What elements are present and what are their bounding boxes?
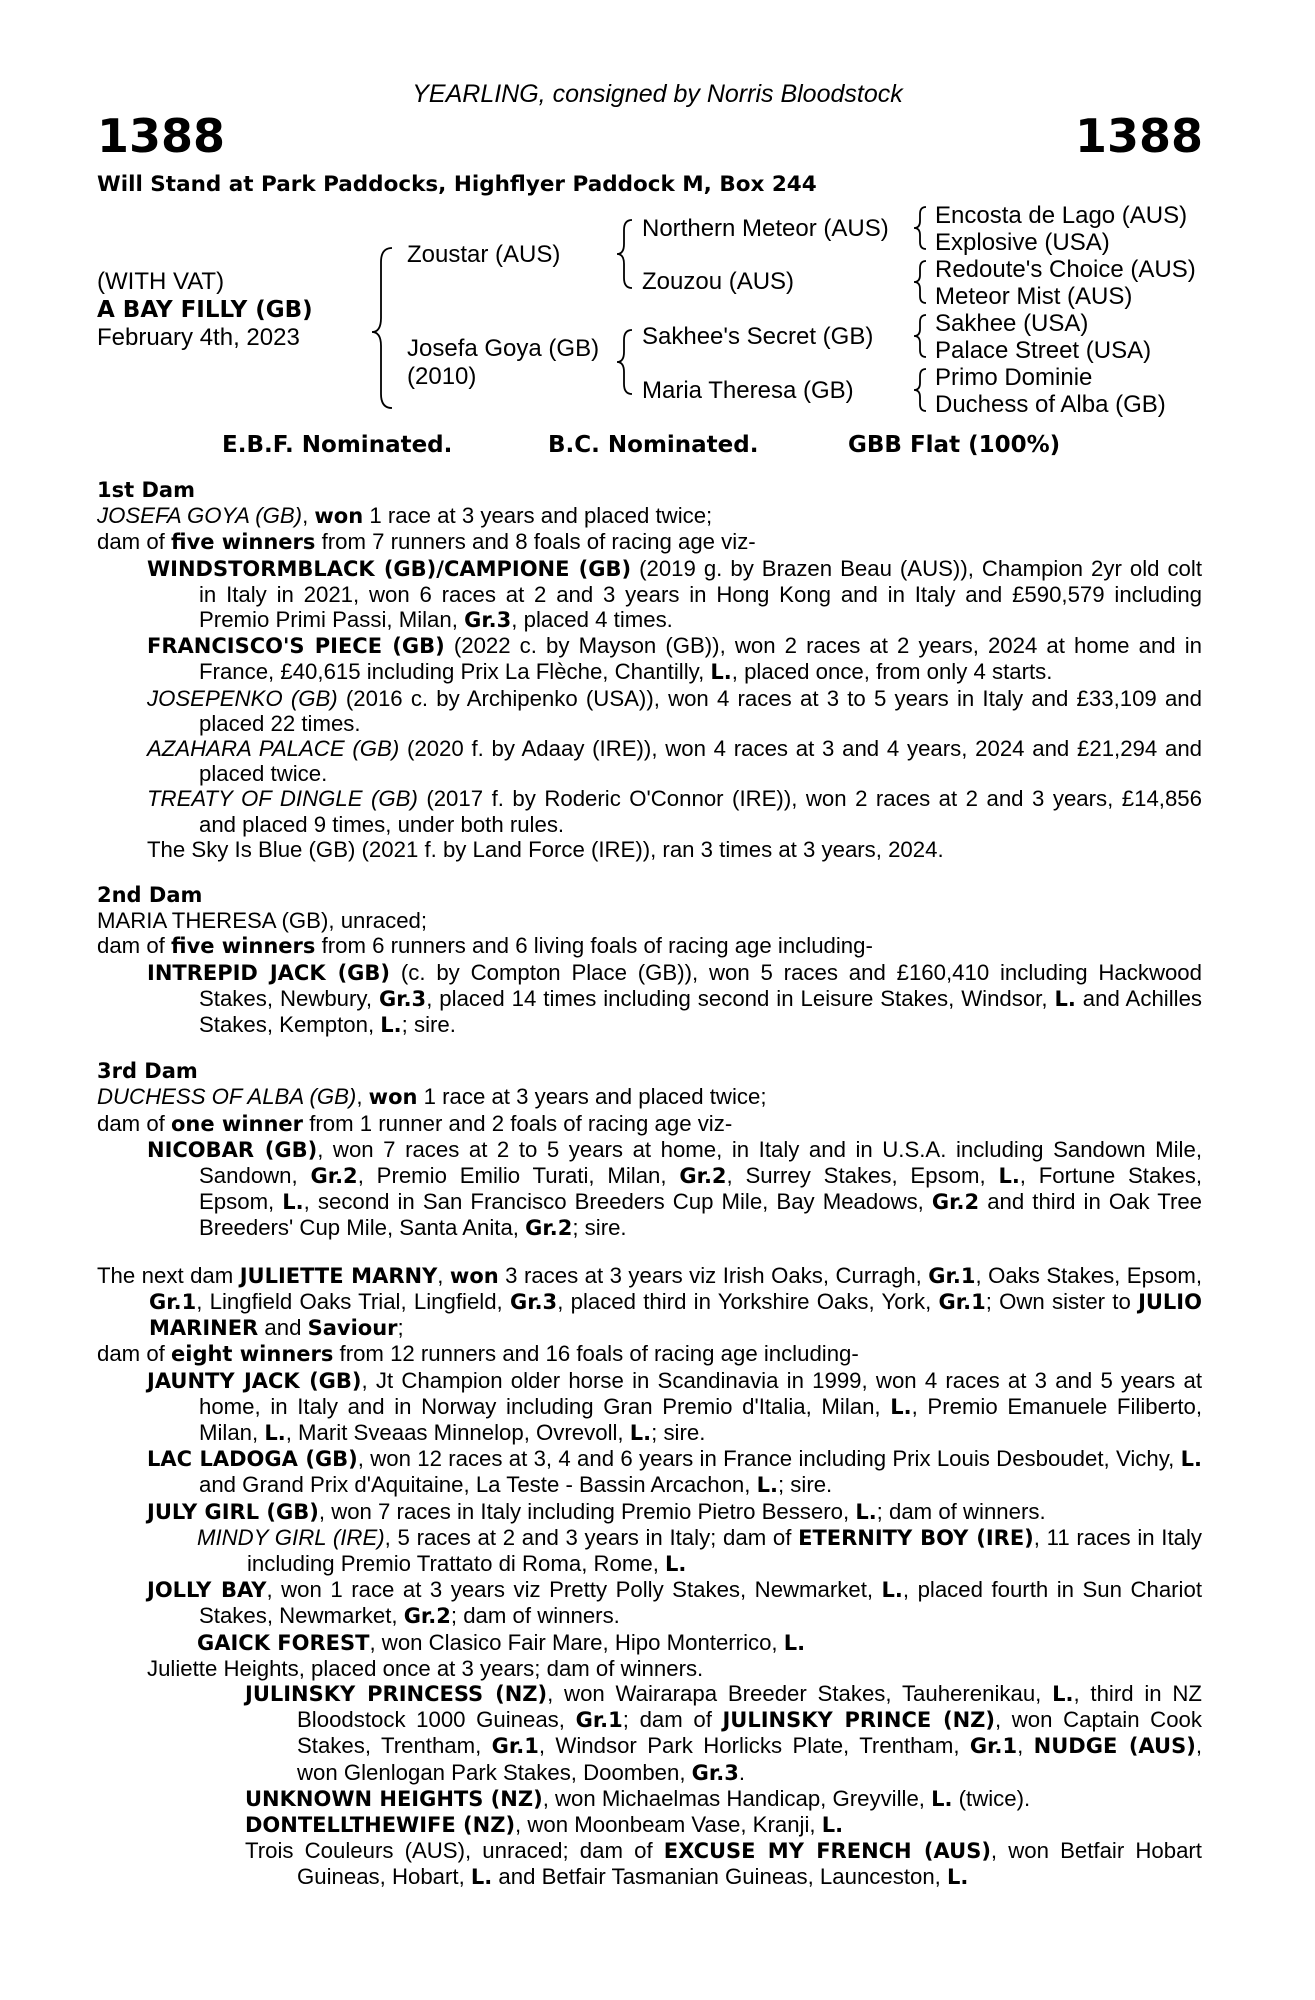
bold-run: one winner: [171, 1111, 304, 1136]
italic-run: TREATY OF DINGLE (GB): [147, 786, 418, 812]
bold-run: L.: [710, 660, 732, 685]
brace-g3-3: [914, 315, 926, 357]
horse-name: A BAY FILLY (GB): [97, 297, 313, 323]
section-heading: 1st Dam: [97, 478, 195, 502]
text-run: ,: [356, 1084, 369, 1110]
text-run: , won Michaelmas Handicap, Greyville,: [542, 1785, 932, 1811]
bold-run: JULIETTE MARNY: [239, 1263, 438, 1288]
text-run: , won Betfair Hobart Guineas, Hobart,: [297, 1838, 1202, 1890]
bold-run: Gr.2: [525, 1216, 573, 1241]
text-run: , Lingfield Oaks Trial, Lingfield,: [196, 1288, 510, 1314]
bold-run: L.: [783, 1630, 806, 1655]
brace-main: [372, 248, 392, 408]
section-heading: 2nd Dam: [97, 883, 203, 908]
pedigree-sire: Zoustar (AUS): [407, 241, 561, 268]
pedigree-entry: [97, 1525, 1202, 1577]
pedigree-entry: [97, 1838, 1202, 1890]
text-run: , 11 races in Italy including Premio Trattato di Roma, Rome,: [247, 1524, 1202, 1576]
pedigree-gen3-5: Sakhee (USA): [935, 310, 1089, 337]
text-run: ,: [302, 503, 315, 529]
text-run: from 7 runners and 8 foals of racing age viz-: [315, 529, 756, 555]
pedigree-gen3-8: Duchess of Alba (GB): [935, 391, 1166, 418]
bold-run: L.: [947, 1865, 969, 1890]
nomination-gbb: GBB Flat (100%): [848, 432, 1061, 458]
pedigree-sire-sire: Northern Meteor (AUS): [642, 215, 889, 242]
pedigree-entry: [97, 1111, 1202, 1137]
pedigree-gen3-4: Meteor Mist (AUS): [935, 283, 1133, 310]
text-run: , Fortune Stakes, Epsom,: [199, 1163, 1203, 1215]
text-run: , won 7 races at 2 to 5 years at home, in Italy and in U.S.A. including Sandown Mile, Sandown,: [199, 1136, 1202, 1189]
bold-run: DONTELLTHEWIFE (NZ): [245, 1812, 516, 1837]
text-run: from 1 runner and 2 foals of racing age viz-: [303, 1110, 733, 1136]
text-run: , third in NZ Bloodstock 1000 Guineas,: [297, 1680, 1202, 1733]
bold-run: Saviour: [307, 1316, 398, 1341]
pedigree-entry: [97, 1499, 1202, 1525]
bold-run: EXCUSE MY FRENCH (AUS): [663, 1839, 991, 1864]
bold-run: Gr.2: [403, 1604, 451, 1629]
text-run: , won 7 races in Italy including Premio Pietro Bessero,: [318, 1498, 856, 1524]
vat-note: (WITH VAT): [97, 268, 225, 295]
brace-g3-4: [914, 369, 926, 411]
pedigree-entry: [97, 837, 1202, 862]
text-run: ; sire.: [651, 1419, 706, 1445]
text-run: (2017 f. by Roderic O'Connor (IRE)), won 2 races at 2 and 3 years, £14,856 and placed 9 times, under both rules.: [199, 786, 1202, 837]
text-run: , won Clasico Fair Mare, Hipo Monterrico,: [369, 1629, 784, 1655]
text-run: , won Captain Cook Stakes, Trentham,: [297, 1707, 1202, 1759]
text-run: , second in San Francisco Breeders Cup Mile, Bay Meadows,: [303, 1189, 932, 1215]
text-run: from 12 runners and 16 foals of racing age including-: [333, 1341, 859, 1367]
bold-run: Gr.3: [464, 608, 512, 633]
bold-run: L.: [855, 1499, 877, 1524]
pedigree-dam-dam: Maria Theresa (GB): [642, 377, 854, 404]
bold-run: Gr.3: [509, 1289, 558, 1314]
bold-run: L.: [629, 1420, 652, 1445]
consignment-line: YEARLING, consigned by Norris Bloodstock: [412, 80, 903, 108]
pedigree-gen3-1: Encosta de Lago (AUS): [935, 202, 1188, 229]
text-run: and Achilles Stakes, Kempton,: [199, 985, 1203, 1038]
horse-foaled: February 4th, 2023: [97, 324, 300, 351]
pedigree-entry: [97, 960, 1202, 1039]
pedigree-entry: [97, 1446, 1202, 1498]
text-run: dam of: [97, 529, 171, 555]
text-run: , Jt Champion older horse in Scandinavia in 1999, won 4 races at 3 and 5 years at home, in Italy and in Norway including Gran Premio d'Italia, Milan,: [199, 1367, 1202, 1419]
catalogue-body: [97, 478, 1202, 1891]
text-run: , Oaks Stakes, Epsom,: [975, 1262, 1202, 1288]
text-run: ; dam of winners.: [450, 1603, 620, 1629]
text-run: , placed 4 times.: [511, 607, 673, 633]
bold-run: won: [314, 504, 364, 529]
text-run: (2022 c. by Mayson (GB)), won 2 races at 2 years, 2024 at home and in France, £40,615 including Prix La Flèche, Chantilly,: [199, 633, 1202, 685]
bold-run: WINDSTORMBLACK (GB)/CAMPIONE (GB): [147, 556, 632, 581]
bold-run: won: [449, 1263, 499, 1288]
bold-run: L.: [1180, 1447, 1202, 1472]
text-run: 3 races at 3 years viz Irish Oaks, Curragh,: [498, 1262, 929, 1288]
text-run: , won 1 race at 3 years viz Pretty Polly Stakes, Newmarket,: [266, 1577, 882, 1603]
bold-run: Gr.1: [928, 1263, 976, 1288]
text-run: dam of: [97, 1341, 171, 1367]
text-run: , won 12 races at 3, 4 and 6 years in France including Prix Louis Desboudet, Vichy,: [357, 1446, 1181, 1472]
text-run: Trois Couleurs (AUS), unraced; dam of: [245, 1838, 664, 1864]
text-run: ; dam of winners.: [876, 1498, 1046, 1524]
bold-run: L.: [470, 1865, 493, 1890]
pedigree-entry: [97, 1137, 1202, 1242]
pedigree-entry: [97, 786, 1202, 836]
lot-number-right: 1388: [1074, 109, 1203, 163]
bold-run: Gr.2: [931, 1190, 980, 1215]
text-run: , Marit Sveaas Minnelop, Ovrevoll,: [285, 1419, 630, 1445]
pedigree-gen3-2: Explosive (USA): [935, 229, 1110, 256]
brace-dam: [617, 330, 632, 394]
pedigree-entry: [97, 686, 1202, 736]
bold-run: eight winners: [171, 1342, 334, 1367]
bold-run: Gr.1: [491, 1734, 539, 1759]
text-run: (2019 g. by Brazen Beau (AUS)), Champion 2yr old colt in Italy in 2021, won 6 races at 2 and 3 years in Hong Kong and in Italy and £590,579 including Premio Primi Passi, Milan,: [199, 555, 1202, 633]
pedigree-entry: [97, 933, 1202, 959]
bold-run: JULY GIRL (GB): [147, 1499, 319, 1524]
pedigree-dam: Josefa Goya (GB): [407, 335, 600, 362]
text-run: , won Moonbeam Vase, Kranji,: [515, 1811, 822, 1837]
nomination-ebf: E.B.F. Nominated.: [222, 432, 453, 458]
text-run: , Windsor Park Horlicks Plate, Trentham,: [538, 1733, 970, 1759]
bold-run: JULINSKY PRINCESS (NZ): [245, 1681, 548, 1706]
text-run: dam of: [97, 1110, 171, 1136]
pedigree-entry: [97, 1681, 1202, 1786]
bold-run: L.: [931, 1786, 953, 1811]
text-run: (2016 c. by Archipenko (USA)), won 4 races at 3 to 5 years in Italy and £33,109 and placed 22 times.: [199, 685, 1202, 736]
text-run: ,: [437, 1262, 450, 1288]
text-run: and Grand Prix d'Aquitaine, La Teste - Bassin Arcachon,: [199, 1472, 757, 1498]
bold-run: L.: [756, 1473, 778, 1498]
bold-run: five winners: [171, 934, 316, 959]
text-run: , won Glenlogan Park Stakes, Doomben,: [297, 1733, 1202, 1785]
pedigree-dam-year: (2010): [407, 363, 477, 390]
pedigree-entry: [97, 529, 1202, 555]
pedigree-entry: [97, 1368, 1202, 1447]
text-run: , 5 races at 2 and 3 years in Italy; dam of: [384, 1524, 799, 1550]
bold-run: L.: [890, 1394, 912, 1419]
text-run: from 6 runners and 6 living foals of racing age including-: [315, 933, 873, 959]
italic-run: MINDY GIRL (IRE): [197, 1524, 385, 1550]
text-run: ; dam of: [622, 1707, 723, 1733]
bold-run: L.: [282, 1190, 304, 1215]
text-run: and Betfair Tasmanian Guineas, Launceston,: [492, 1864, 947, 1890]
text-run: ; sire.: [401, 1012, 456, 1038]
text-run: The next dam: [97, 1262, 240, 1288]
bold-run: L.: [1054, 986, 1076, 1011]
text-run: MARIA THERESA (GB), unraced;: [97, 908, 428, 934]
text-run: , Premio Emilio Turati, Milan,: [357, 1163, 680, 1189]
brace-sire: [617, 220, 632, 288]
text-run: (twice).: [952, 1785, 1031, 1811]
pedigree-entry: [97, 1812, 1202, 1838]
text-run: ; sire.: [777, 1472, 833, 1498]
text-run: , placed third in Yorkshire Oaks, York,: [557, 1288, 939, 1314]
bold-run: LAC LADOGA (GB): [147, 1447, 358, 1472]
bold-run: FRANCISCO'S PIECE (GB): [147, 634, 445, 659]
pedigree-entry: [97, 556, 1202, 634]
bold-run: Gr.1: [149, 1289, 197, 1314]
bold-run: L.: [264, 1420, 286, 1445]
bold-run: L.: [998, 1164, 1020, 1189]
pedigree-dam-sire: Sakhee's Secret (GB): [642, 323, 874, 350]
pedigree-entry: [97, 503, 1202, 529]
text-run: ; sire.: [572, 1215, 627, 1241]
section-2: [97, 883, 1202, 1038]
bold-run: GAICK FOREST: [197, 1630, 370, 1655]
pedigree-entry: [97, 1630, 1202, 1656]
brace-g3-2: [914, 261, 926, 303]
bold-run: L.: [380, 1013, 402, 1038]
pedigree-sire-dam: Zouzou (AUS): [642, 268, 795, 295]
text-run: , placed 14 times including second in Leisure Stakes, Windsor,: [426, 985, 1055, 1011]
section-1: [97, 478, 1202, 862]
section-4: [97, 1263, 1202, 1891]
bold-run: Gr.1: [575, 1708, 623, 1733]
bold-run: L.: [821, 1812, 844, 1837]
text-run: ,: [1017, 1733, 1034, 1759]
pedigree-entry: [97, 1786, 1202, 1812]
italic-run: DUCHESS OF ALBA (GB): [97, 1084, 357, 1110]
pedigree-entry: [97, 736, 1202, 786]
text-run: , placed once, from only 4 starts.: [731, 659, 1053, 685]
pedigree-entry: [97, 1656, 1202, 1681]
bold-run: Gr.2: [310, 1164, 358, 1189]
text-run: Juliette Heights, placed once at 3 years; dam of winners.: [147, 1655, 704, 1681]
section-3: [97, 1059, 1202, 1241]
bold-run: L.: [665, 1551, 687, 1576]
text-run: ;: [397, 1315, 404, 1341]
text-run: dam of: [97, 933, 171, 959]
text-run: .: [738, 1759, 746, 1785]
bold-run: L.: [881, 1578, 903, 1603]
pedigree-gen3-7: Primo Dominie: [935, 364, 1093, 391]
italic-run: JOSEPENKO (GB): [147, 685, 338, 711]
stand-location: Will Stand at Park Paddocks, Highflyer Paddock M, Box 244: [97, 172, 817, 197]
text-run: The Sky Is Blue (GB) (2021 f. by Land Force (IRE)), ran 3 times at 3 years, 2024.: [147, 836, 944, 862]
bold-run: JAUNTY JACK (GB): [147, 1368, 362, 1393]
pedigree-entry: [97, 633, 1202, 685]
bold-run: L.: [1052, 1681, 1074, 1706]
italic-run: AZAHARA PALACE (GB): [147, 736, 400, 762]
text-run: 1 race at 3 years and placed twice;: [363, 503, 713, 529]
bold-run: Gr.1: [969, 1734, 1018, 1759]
text-run: , Premio Emanuele Filiberto, Milan,: [199, 1393, 1202, 1445]
pedigree-entry: [97, 1084, 1202, 1110]
bold-run: Gr.3: [378, 986, 427, 1011]
italic-run: JOSEFA GOYA (GB): [97, 503, 303, 529]
text-run: , won Wairarapa Breeder Stakes, Tauherenikau,: [547, 1680, 1053, 1706]
bold-run: JOLLY BAY: [147, 1578, 267, 1603]
pedigree-entry: [97, 1577, 1202, 1629]
text-run: 1 race at 3 years and placed twice;: [417, 1084, 767, 1110]
bold-run: NICOBAR (GB): [147, 1137, 318, 1162]
text-run: (c. by Compton Place (GB)), won 5 races and £160,410 including Hackwood Stakes, Newbury,: [199, 959, 1202, 1011]
lot-number-left: 1388: [97, 109, 226, 163]
section-heading: 3rd Dam: [97, 1059, 198, 1084]
bold-run: won: [368, 1085, 418, 1110]
text-run: (2020 f. by Adaay (IRE)), won 4 races at 3 and 4 years, 2024 and £21,294 and placed twice.: [199, 736, 1202, 787]
pedigree-entry: [97, 908, 1202, 933]
text-run: ; Own sister to: [985, 1288, 1139, 1314]
bold-run: NUDGE (AUS): [1033, 1734, 1196, 1759]
text-run: and: [258, 1315, 308, 1341]
pedigree-gen3-6: Palace Street (USA): [935, 337, 1152, 364]
bold-run: Gr.2: [679, 1164, 727, 1189]
bold-run: INTREPID JACK (GB): [147, 960, 391, 985]
text-run: , placed fourth in Sun Chariot Stakes, Newmarket,: [199, 1577, 1202, 1629]
bold-run: Gr.1: [938, 1289, 986, 1314]
text-run: , Surrey Stakes, Epsom,: [726, 1163, 999, 1189]
nomination-bc: B.C. Nominated.: [548, 432, 759, 458]
text-run: and third in Oak Tree Breeders' Cup Mile, Santa Anita,: [199, 1189, 1203, 1241]
bold-run: JULIO MARINER: [149, 1289, 1202, 1341]
pedigree-entry: [97, 1263, 1202, 1342]
bold-run: five winners: [171, 530, 316, 555]
brace-g3-1: [914, 207, 926, 249]
pedigree-gen3-3: Redoute's Choice (AUS): [935, 256, 1196, 283]
bold-run: Gr.3: [691, 1760, 739, 1785]
bold-run: UNKNOWN HEIGHTS (NZ): [245, 1786, 543, 1811]
pedigree-entry: [97, 1341, 1202, 1367]
bold-run: ETERNITY BOY (IRE): [798, 1525, 1034, 1550]
bold-run: JULINSKY PRINCE (NZ): [722, 1708, 995, 1733]
